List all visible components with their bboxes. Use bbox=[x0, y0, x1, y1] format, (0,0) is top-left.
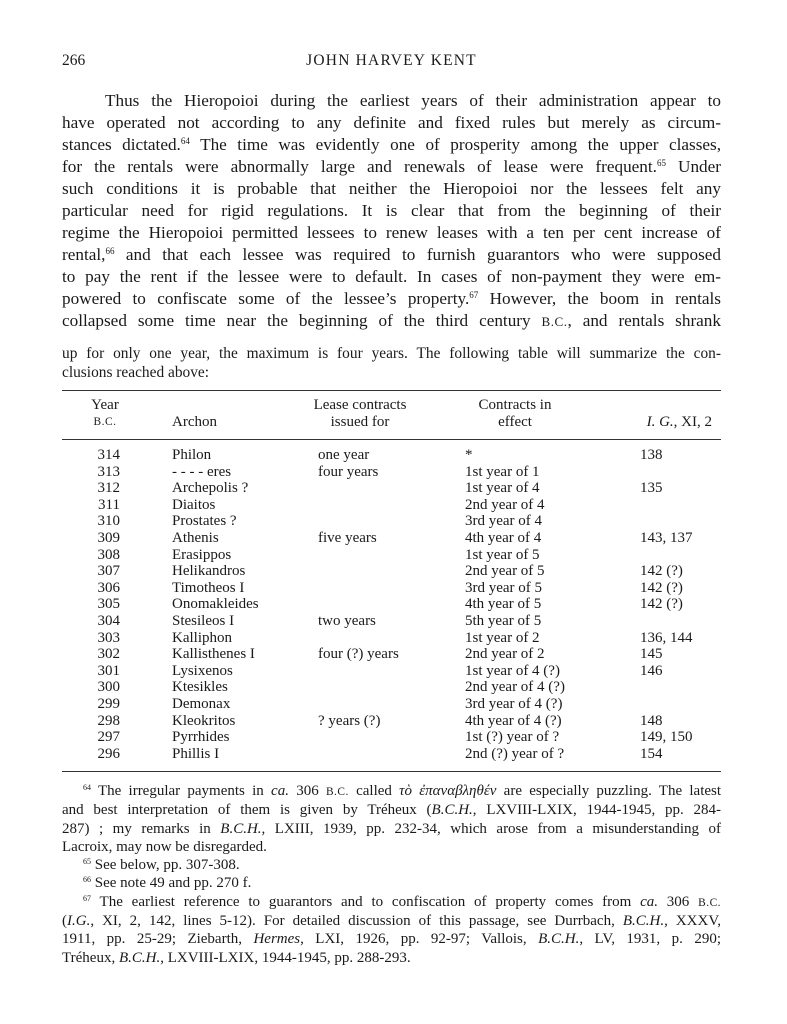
footnote-line: and best interpretation of them is given by Tréheux (B.C.H., LXVIII-LXIX, 1944-1945, pp. 284- bbox=[62, 802, 721, 819]
table-row bbox=[62, 713, 721, 730]
header-lease: Lease contracts issued for bbox=[313, 397, 407, 430]
cell-lease: four (?) years bbox=[318, 646, 399, 663]
cell-ig: 142 (?) bbox=[640, 596, 683, 613]
cell-year: 303 bbox=[97, 629, 120, 646]
table-row bbox=[62, 513, 721, 530]
cell-archon: Lysixenos bbox=[172, 662, 233, 679]
table-row bbox=[62, 696, 721, 713]
cell-contract: 1st year of 1 bbox=[465, 463, 540, 480]
header-contracts: Contracts in effect bbox=[478, 397, 552, 430]
cell-contract: 4th year of 4 bbox=[465, 530, 542, 546]
cell-year: 307 bbox=[97, 563, 120, 580]
footnote-ref: 65 bbox=[656, 158, 666, 168]
cell-archon: Archepolis ? bbox=[172, 480, 249, 497]
table-row bbox=[62, 630, 721, 647]
header-archon: Archon bbox=[172, 414, 217, 430]
cell-year: 297 bbox=[97, 729, 120, 746]
cell-year: 298 bbox=[97, 712, 120, 729]
table-row bbox=[62, 447, 721, 464]
cell-contract: 4th year of 4 (?) bbox=[465, 712, 562, 729]
cell-archon: Prostates ? bbox=[172, 513, 237, 530]
intro-line: clusions reached above: bbox=[62, 364, 210, 381]
table-row bbox=[62, 663, 721, 680]
cell-year: 310 bbox=[97, 513, 120, 530]
cell-contract: 2nd year of 4 bbox=[465, 496, 545, 513]
cell-ig: 136, 144 bbox=[640, 629, 693, 646]
body-line: have operated not according to any definite and fixed rules but merely as circum- bbox=[62, 113, 721, 132]
cell-contract: * bbox=[465, 447, 473, 463]
table-row bbox=[62, 547, 721, 564]
body-line: powered to confiscate some of the lessee’s property.$^{67}$ However, the boom in rentals bbox=[62, 289, 721, 308]
cell-ig: 138 bbox=[640, 447, 663, 463]
cell-contract: 2nd year of 4 (?) bbox=[465, 679, 565, 696]
cell-ig: 142 (?) bbox=[640, 579, 683, 596]
footnotes bbox=[62, 782, 721, 967]
footnote-ref: 67 bbox=[469, 290, 479, 300]
cell-ig: 135 bbox=[640, 480, 663, 497]
body-line: for the rentals were abnormally large and renewals of lease were frequent.$^{65}$ Under bbox=[62, 157, 722, 176]
body-line: to pay the rent if the lessee were to default. In cases of non-payment they were em- bbox=[62, 267, 721, 286]
table-top-rule bbox=[62, 390, 721, 391]
cell-year: 309 bbox=[97, 530, 120, 546]
header-ig: I. G., XI, 2 bbox=[646, 414, 712, 430]
cell-archon: Ktesikles bbox=[172, 679, 228, 696]
table-row bbox=[62, 596, 721, 613]
cell-contract: 3rd year of 5 bbox=[465, 579, 543, 596]
cell-ig: 154 bbox=[640, 745, 663, 762]
body-line: rental,$^{66}$ and that each lessee was required to furnish guarantors who were supposed bbox=[62, 245, 721, 264]
running-head: JOHN HARVEY KENT bbox=[306, 52, 477, 69]
table-bottom-rule bbox=[62, 771, 721, 772]
cell-archon: Phillis I bbox=[172, 745, 220, 762]
cell-year: 311 bbox=[98, 496, 120, 513]
cell-lease: five years bbox=[318, 530, 377, 546]
cell-lease: ? years (?) bbox=[318, 712, 381, 729]
cell-archon: Stesileos I bbox=[172, 613, 235, 629]
table-header-rule bbox=[62, 439, 721, 440]
table-row bbox=[62, 646, 721, 663]
cell-archon: Philon bbox=[172, 447, 212, 463]
table-row bbox=[62, 497, 721, 514]
cell-contract: 4th year of 5 bbox=[465, 596, 542, 613]
footnote-ref: 66 bbox=[105, 246, 115, 256]
cell-contract: 1st year of 5 bbox=[465, 546, 540, 563]
body-line: regime the Hieropoioi permitted lessees to renew leases with a ten per cent increase of bbox=[62, 223, 721, 242]
footnote-line: Lacroix, may now be disregarded. bbox=[62, 838, 267, 855]
cell-lease: two years bbox=[318, 613, 376, 629]
table-row bbox=[62, 563, 721, 580]
table-row bbox=[62, 480, 721, 497]
cell-archon: Timotheos I bbox=[172, 579, 245, 596]
footnote-ref: 64 bbox=[180, 136, 190, 146]
cell-archon: Erasippos bbox=[172, 546, 232, 563]
footnote-64: $^{64}$ The irregular payments in ca. 306 B.C. called τὸ ἐπαναβληθέν are especially puzzling. The latest bbox=[83, 783, 722, 799]
body-line: collapsed some time near the beginning of the third century B.C., and rentals shrank bbox=[62, 311, 721, 330]
body-line: particular need for rigid regulations. It is clear that from the beginning of their bbox=[62, 201, 721, 220]
cell-contract: 2nd (?) year of ? bbox=[465, 745, 565, 762]
cell-lease: four years bbox=[318, 463, 379, 480]
cell-archon: - - - - eres bbox=[172, 463, 232, 480]
cell-year: 306 bbox=[97, 579, 120, 596]
cell-contract: 2nd year of 5 bbox=[465, 563, 545, 580]
footnote-66: $^{66}$ See note 49 and pp. 270 f. bbox=[83, 875, 252, 892]
cell-archon: Diaitos bbox=[172, 496, 216, 513]
table-row bbox=[62, 580, 721, 597]
cell-contract: 1st year of 2 bbox=[465, 629, 540, 646]
cell-archon: Onomakleides bbox=[172, 596, 259, 613]
cell-archon: Pyrrhides bbox=[172, 729, 230, 746]
cell-year: 312 bbox=[97, 480, 120, 497]
cell-year: 305 bbox=[97, 596, 120, 613]
footnote-line: Tréheux, B.C.H., LXVIII-LXIX, 1944-1945, pp. 288-293. bbox=[62, 949, 411, 966]
body-paragraph bbox=[62, 90, 722, 333]
header-year: Year B.C. bbox=[91, 397, 119, 428]
cell-ig: 148 bbox=[640, 712, 663, 729]
cell-year: 302 bbox=[97, 646, 120, 663]
body-line: such conditions it is probable that neither the Hieropoioi nor the lessees felt any bbox=[62, 179, 721, 198]
footnote-67: $^{67}$ The earliest reference to guarantors and to confiscation of property comes from ca. 306 B.C. bbox=[83, 893, 722, 910]
footnote-line: (I.G., XI, 2, 142, lines 5-12). For detailed discussion of this passage, see Durrbach, B.C.H., XXXV, bbox=[62, 913, 721, 930]
table-row bbox=[62, 613, 721, 630]
cell-year: 296 bbox=[97, 745, 120, 762]
cell-year: 301 bbox=[97, 662, 120, 679]
cell-year: 300 bbox=[97, 679, 120, 696]
cell-contract: 1st year of 4 (?) bbox=[465, 662, 560, 679]
cell-archon: Kallisthenes I bbox=[172, 646, 255, 663]
table-row bbox=[62, 746, 721, 763]
cell-contract: 1st year of 4 bbox=[465, 480, 540, 497]
page-header bbox=[62, 52, 721, 76]
cell-archon: Demonax bbox=[172, 696, 231, 712]
cell-ig: 143, 137 bbox=[640, 530, 693, 546]
footnote-65: $^{65}$ See below, pp. 307-308. bbox=[83, 857, 240, 874]
cell-contract: 3rd year of 4 bbox=[465, 513, 543, 530]
table-intro bbox=[62, 344, 721, 382]
table-row bbox=[62, 679, 721, 696]
footnote-line: 1911, pp. 25-29; Ziebarth, Hermes, LXI, 1926, pp. 92-97; Vallois, B.C.H., LV, 1931, p. 290; bbox=[62, 931, 721, 948]
cell-year: 313 bbox=[97, 463, 120, 480]
cell-ig: 142 (?) bbox=[640, 563, 683, 580]
cell-year: 299 bbox=[97, 696, 120, 712]
table-row bbox=[62, 530, 721, 547]
cell-ig: 145 bbox=[640, 646, 663, 663]
cell-year: 314 bbox=[97, 447, 120, 463]
cell-contract: 2nd year of 2 bbox=[465, 646, 545, 663]
intro-line: up for only one year, the maximum is four years. The following table will summarize the con- bbox=[62, 345, 721, 362]
cell-year: 308 bbox=[97, 546, 120, 563]
cell-contract: 1st (?) year of ? bbox=[465, 729, 560, 746]
cell-contract: 5th year of 5 bbox=[465, 613, 542, 629]
cell-lease: one year bbox=[318, 447, 370, 463]
cell-ig: 146 bbox=[640, 662, 663, 679]
cell-ig: 149, 150 bbox=[640, 729, 693, 746]
cell-archon: Helikandros bbox=[172, 563, 246, 580]
cell-contract: 3rd year of 4 (?) bbox=[465, 696, 563, 712]
page-number: 266 bbox=[62, 52, 86, 69]
body-line: Thus the Hieropoioi during the earliest years of their administration appear to bbox=[105, 91, 721, 110]
cell-year: 304 bbox=[97, 613, 120, 629]
table-row bbox=[62, 464, 721, 481]
cell-archon: Athenis bbox=[172, 530, 219, 546]
table-row bbox=[62, 729, 721, 746]
cell-archon: Kalliphon bbox=[172, 629, 232, 646]
cell-archon: Kleokritos bbox=[172, 712, 236, 729]
body-line: stances dictated.$^{64}$ The time was evidently one of prosperity among the upper classes, bbox=[62, 135, 721, 154]
footnote-line: 287) ; my remarks in B.C.H., LXIII, 1939, pp. 232-34, which arose from a misunderstanding of bbox=[62, 820, 722, 837]
